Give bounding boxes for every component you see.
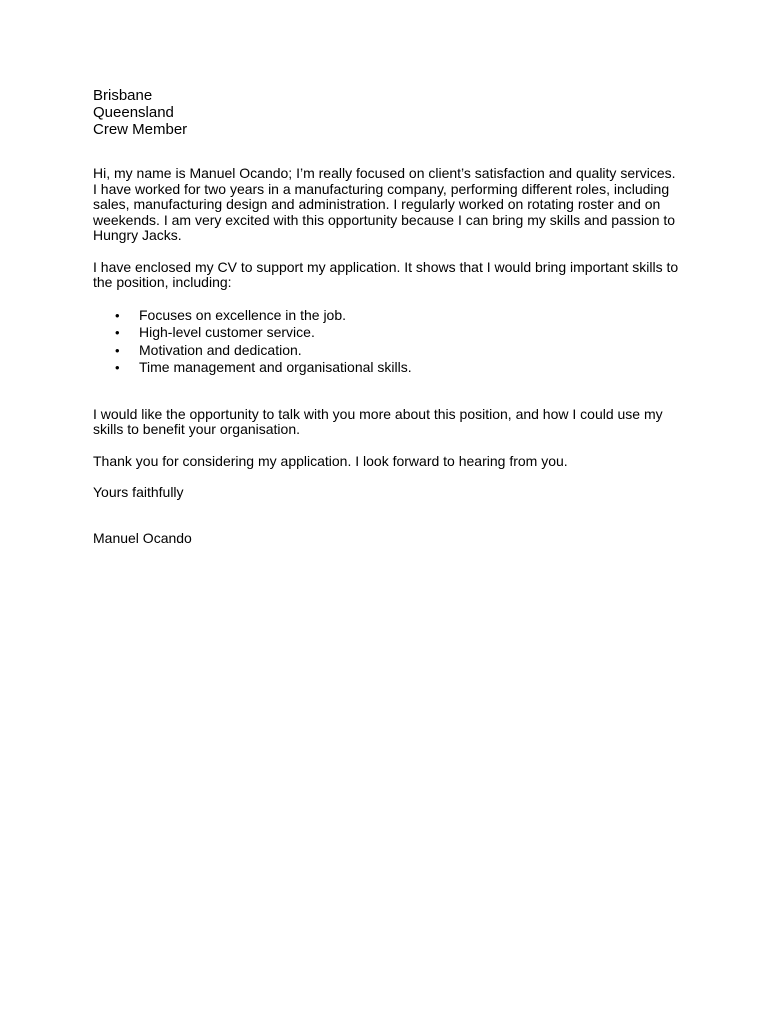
list-item	[93, 342, 683, 360]
list-item	[93, 359, 683, 377]
skills-list	[93, 307, 683, 377]
thanks-paragraph: Thank you for considering my application. I look forward to hearing from you.	[93, 452, 568, 469]
bullet-icon: •	[115, 342, 120, 358]
skill-text: Focuses on excellence in the job.	[139, 306, 347, 323]
intro-paragraph: Hi, my name is Manuel Ocando; I’m really focused on client’s satisfaction and quality services. I have worked for two years in a manufacturing company, performing different roles, including sales, manufacturing design and administration. I regularly worked on rotating roster and on weekends. I am very excited with this opportunity because I can bring my skills and passion to Hungry Jacks.	[93, 165, 676, 243]
signature-name: Manuel Ocando	[93, 529, 192, 546]
skill-text: Motivation and dedication.	[139, 341, 302, 358]
bullet-icon: •	[115, 307, 120, 323]
cv-paragraph: I have enclosed my CV to support my application. It shows that I would bring important skills to the position, including:	[93, 258, 679, 290]
skill-text: Time management and organisational skills.	[139, 359, 412, 375]
header-state: Queensland	[93, 104, 174, 121]
list-item	[93, 307, 683, 325]
closing-salutation: Yours faithfully	[93, 484, 184, 500]
opportunity-paragraph: I would like the opportunity to talk with you more about this position, and how I could use my skills to benefit your organisation.	[93, 405, 663, 437]
bullet-icon: •	[115, 325, 120, 340]
letter-content	[93, 87, 683, 546]
header-city: Brisbane	[93, 87, 153, 104]
header-position: Crew Member	[93, 121, 188, 138]
letter-header	[93, 87, 683, 138]
skill-text: High-level customer service.	[139, 324, 315, 340]
bullet-icon: •	[115, 360, 120, 375]
list-item	[93, 324, 683, 342]
